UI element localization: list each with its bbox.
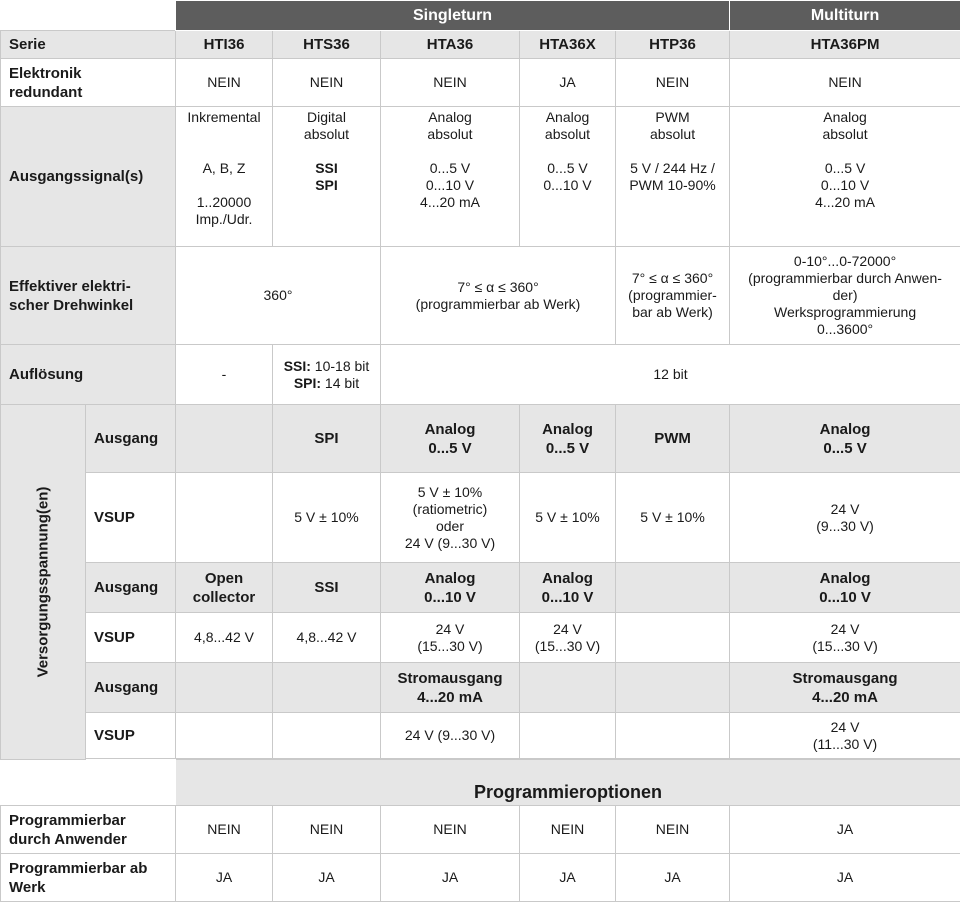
model-hta36x: HTA36X (520, 31, 616, 59)
supply-g1-vsup-htp36: 5 V ± 10% (616, 473, 730, 563)
header-singleturn: Singleturn (176, 1, 730, 31)
supply-g2-out-hti36: Open collector (176, 563, 273, 613)
programming-factory-row (1, 854, 960, 902)
supply-g3-out-htp36 (616, 663, 730, 713)
supply-g1-output-row (1, 405, 960, 473)
output-signal-row (1, 107, 960, 247)
supply-g2-out-hta36pm: Analog 0...10 V (730, 563, 960, 613)
supply-g2-vsup-label: VSUP (86, 613, 176, 663)
supply-g2-vsup-hta36: 24 V (15...30 V) (381, 613, 520, 663)
resolution-ssi-label: SSI: (283, 357, 311, 374)
supply-g1-out-hts36: SPI (273, 405, 381, 473)
supply-g2-out-hta36: Analog 0...10 V (381, 563, 520, 613)
resolution-ssi (275, 358, 378, 375)
programming-user-hta36pm: JA (730, 806, 960, 854)
supply-g1-out-hta36: Analog 0...5 V (381, 405, 520, 473)
programming-user-hta36: NEIN (381, 806, 520, 854)
supply-g1-vsup-hts36: 5 V ± 10% (273, 473, 381, 563)
supply-g3-vsup-hta36: 24 V (9...30 V) (381, 713, 520, 759)
output-signal-hts36-type: Digital absolut (303, 109, 350, 142)
supply-g3-out-hts36 (273, 663, 381, 713)
redundant-htp36: NEIN (616, 59, 730, 107)
resolution-hts36 (273, 345, 381, 405)
programming-user-hts36: NEIN (273, 806, 381, 854)
model-hts36: HTS36 (273, 31, 381, 59)
supply-g2-output-row (1, 563, 960, 613)
resolution-spi-label: SPI: (293, 374, 322, 391)
output-signal-hts36-spi: SPI (315, 177, 338, 193)
programming-header-row (1, 760, 960, 806)
supply-g2-out-htp36 (616, 563, 730, 613)
supply-g2-out-hts36: SSI (273, 563, 381, 613)
programming-title: Programmieroptionen (176, 760, 960, 806)
supply-g1-ausgang-label: Ausgang (86, 405, 176, 473)
supply-g3-out-hta36: Stromausgang 4...20 mA (381, 663, 520, 713)
supply-g2-out-hta36x: Analog 0...10 V (520, 563, 616, 613)
redundant-hta36: NEIN (381, 59, 520, 107)
supply-g1-vsup-label: VSUP (86, 473, 176, 563)
supply-g3-vsup-hta36pm: 24 V (11...30 V) (730, 713, 960, 759)
supply-g1-vsup-hta36: 5 V ± 10% (ratiometric) oder 24 V (9...30 V) (381, 473, 520, 563)
programming-factory-hta36: JA (381, 854, 520, 902)
programming-user-label: Programmierbar durch Anwender (1, 806, 176, 854)
output-signal-label: Ausgangssignal(s) (1, 107, 176, 247)
output-signal-hta36pm: Analog absolut 0...5 V 0...10 V 4...20 mA (730, 107, 960, 247)
angle-hta36-hta36x: 7° ≤ α ≤ 360° (programmierbar ab Werk) (381, 247, 616, 345)
angle-row (1, 247, 960, 345)
angle-hti36-hts36: 360° (176, 247, 381, 345)
redundant-row (1, 59, 960, 107)
supply-vertical-label: Versorgungsspannung(en) (34, 486, 52, 678)
redundant-label: Elektronik redundant (1, 59, 176, 107)
supply-g3-output-row (1, 663, 960, 713)
supply-g1-vsup-hta36pm: 24 V (9...30 V) (730, 473, 960, 563)
programming-factory-label: Programmierbar ab Werk (1, 854, 176, 902)
programming-factory-hti36: JA (176, 854, 273, 902)
supply-g3-vsup-row (1, 713, 960, 759)
resolution-rest: 12 bit (381, 345, 960, 405)
header-multiturn: Multiturn (730, 1, 960, 31)
redundant-hti36: NEIN (176, 59, 273, 107)
angle-label: Effektiver elektri- scher Drehwinkel (1, 247, 176, 345)
supply-g3-out-hta36pm: Stromausgang 4...20 mA (730, 663, 960, 713)
model-hta36pm: HTA36PM (730, 31, 960, 59)
serie-row (1, 31, 960, 59)
header-corner (1, 1, 176, 31)
supply-g3-out-hti36 (176, 663, 273, 713)
supply-g2-vsup-hti36: 4,8...42 V (176, 613, 273, 663)
supply-g1-vsup-row (1, 473, 960, 563)
supply-g2-vsup-row (1, 613, 960, 663)
redundant-hts36: NEIN (273, 59, 381, 107)
model-hti36: HTI36 (176, 31, 273, 59)
header-row (1, 1, 960, 31)
supply-g3-vsup-hti36 (176, 713, 273, 759)
supply-vertical-label-cell (1, 405, 86, 760)
redundant-hta36pm: NEIN (730, 59, 960, 107)
supply-g1-out-hta36pm: Analog 0...5 V (730, 405, 960, 473)
resolution-spi (275, 375, 378, 392)
programming-user-hti36: NEIN (176, 806, 273, 854)
supply-g2-vsup-hts36: 4,8...42 V (273, 613, 381, 663)
redundant-hta36x: JA (520, 59, 616, 107)
supply-g2-ausgang-label: Ausgang (86, 563, 176, 613)
supply-g1-vsup-hti36 (176, 473, 273, 563)
supply-g3-vsup-hta36x (520, 713, 616, 759)
supply-g1-out-hta36x: Analog 0...5 V (520, 405, 616, 473)
supply-g1-vsup-hta36x: 5 V ± 10% (520, 473, 616, 563)
angle-hta36pm: 0-10°...0-72000° (programmierbar durch Anwen- der) Werksprogrammierung 0...3600° (730, 247, 960, 345)
resolution-label: Auflösung (1, 345, 176, 405)
angle-htp36: 7° ≤ α ≤ 360° (programmier- bar ab Werk) (616, 247, 730, 345)
resolution-hti36: - (176, 345, 273, 405)
programming-user-hta36x: NEIN (520, 806, 616, 854)
supply-g2-vsup-hta36x: 24 V (15...30 V) (520, 613, 616, 663)
output-signal-hta36x: Analog absolut 0...5 V 0...10 V (520, 107, 616, 247)
output-signal-hta36: Analog absolut 0...5 V 0...10 V 4...20 mA (381, 107, 520, 247)
supply-g3-vsup-hts36 (273, 713, 381, 759)
programming-user-row (1, 806, 960, 854)
serie-label: Serie (1, 31, 176, 59)
supply-g3-vsup-htp36 (616, 713, 730, 759)
programming-factory-htp36: JA (616, 854, 730, 902)
programming-factory-hta36x: JA (520, 854, 616, 902)
supply-g2-vsup-htp36 (616, 613, 730, 663)
supply-g3-out-hta36x (520, 663, 616, 713)
programming-header-corner (1, 760, 176, 806)
model-htp36: HTP36 (616, 31, 730, 59)
output-signal-hti36: Inkremental A, B, Z 1..20000 Imp./Udr. (176, 107, 273, 247)
supply-g2-vsup-hta36pm: 24 V (15...30 V) (730, 613, 960, 663)
resolution-ssi-value: 10-18 bit (310, 357, 370, 374)
output-signal-htp36: PWM absolut 5 V / 244 Hz / PWM 10-90% (616, 107, 730, 247)
supply-g1-out-htp36: PWM (616, 405, 730, 473)
resolution-row (1, 345, 960, 405)
output-signal-hts36-ssi: SSI (315, 160, 338, 176)
programming-factory-hts36: JA (273, 854, 381, 902)
programming-user-htp36: NEIN (616, 806, 730, 854)
supply-g3-vsup-label: VSUP (86, 713, 176, 759)
supply-g3-ausgang-label: Ausgang (86, 663, 176, 713)
output-signal-hts36 (273, 107, 381, 247)
model-hta36: HTA36 (381, 31, 520, 59)
resolution-spi-value: 14 bit (321, 374, 360, 391)
programming-factory-hta36pm: JA (730, 854, 960, 902)
supply-g1-out-hti36 (176, 405, 273, 473)
